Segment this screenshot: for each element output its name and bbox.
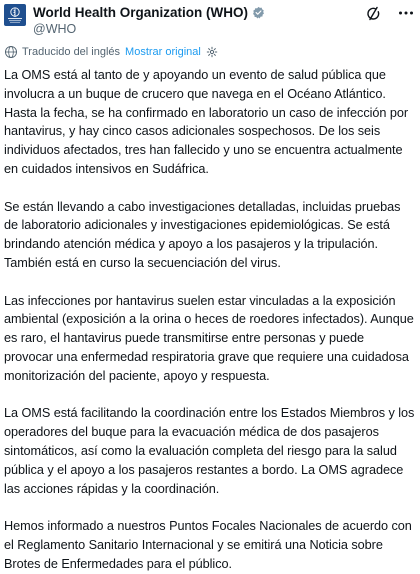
gear-icon[interactable] [206, 46, 218, 58]
who-logo-icon [6, 6, 24, 24]
grok-icon[interactable] [365, 4, 382, 22]
account-handle[interactable]: @WHO [33, 22, 77, 36]
author-name-row [33, 4, 412, 21]
post-header [33, 4, 412, 38]
show-original-link[interactable]: Mostrar original [125, 46, 201, 58]
account-name[interactable]: World Health Organization (WHO) [33, 5, 248, 20]
translate-icon [4, 45, 18, 59]
post-paragraph: La OMS está al tanto de y apoyando un evento de salud pública que involucra a un buque de crucero que navega en el Océano Atlántico. Hasta la fecha, se ha confirmado en laboratorio un caso de infección por hantavirus, y hay cinco casos adicionales sospechosos. De los seis individuos afectados, tres han fallecido y uno se encuentra actualmente en cuidados intensivos en Sudáfrica. [4, 68, 409, 176]
post-paragraph: Hemos informado a nuestros Puntos Focales Nacionales de acuerdo con el Reglamento Sanitario Internacional y se emitirá una Noticia sobre Brotes de Enfermedades para el público. [4, 519, 412, 571]
verified-badge-icon[interactable] [252, 6, 265, 19]
post-paragraph: Las infecciones por hantavirus suelen estar vinculadas a la exposición ambiental (exposición a la orina o heces de roedores infectados). Aunque es raro, el hantavirus puede transmitirse entre personas y puede provocar una enfermedad respiratoria grave que requiere una cuidadosa monitorización del paciente, apoyo y respuesta. [4, 293, 414, 383]
header-actions [365, 4, 414, 22]
post-text [4, 66, 416, 574]
translation-label: Traducido del inglés [22, 46, 121, 58]
post-paragraph: La OMS está facilitando la coordinación entre los Estados Miembros y los operadores del buque para la evacuación médica de dos pasajeros sintomáticos, así como la evaluación completa del riesgo para la salud pública y el apoyo a los pasajeros restantes a bordo. La OMS agradece las acciones rápidas y la coordinación. [4, 406, 415, 496]
translation-bar [4, 44, 218, 60]
post-paragraph: Se están llevando a cabo investigaciones detalladas, incluidas pruebas de laboratorio adicionales y investigaciones epidemiológicas. Se está brindando atención médica y apoyo a los pasajeros y la tripulación. También está en curso la secuenciación del virus. [4, 199, 401, 270]
avatar[interactable] [4, 4, 26, 26]
more-options-icon[interactable] [398, 4, 414, 22]
